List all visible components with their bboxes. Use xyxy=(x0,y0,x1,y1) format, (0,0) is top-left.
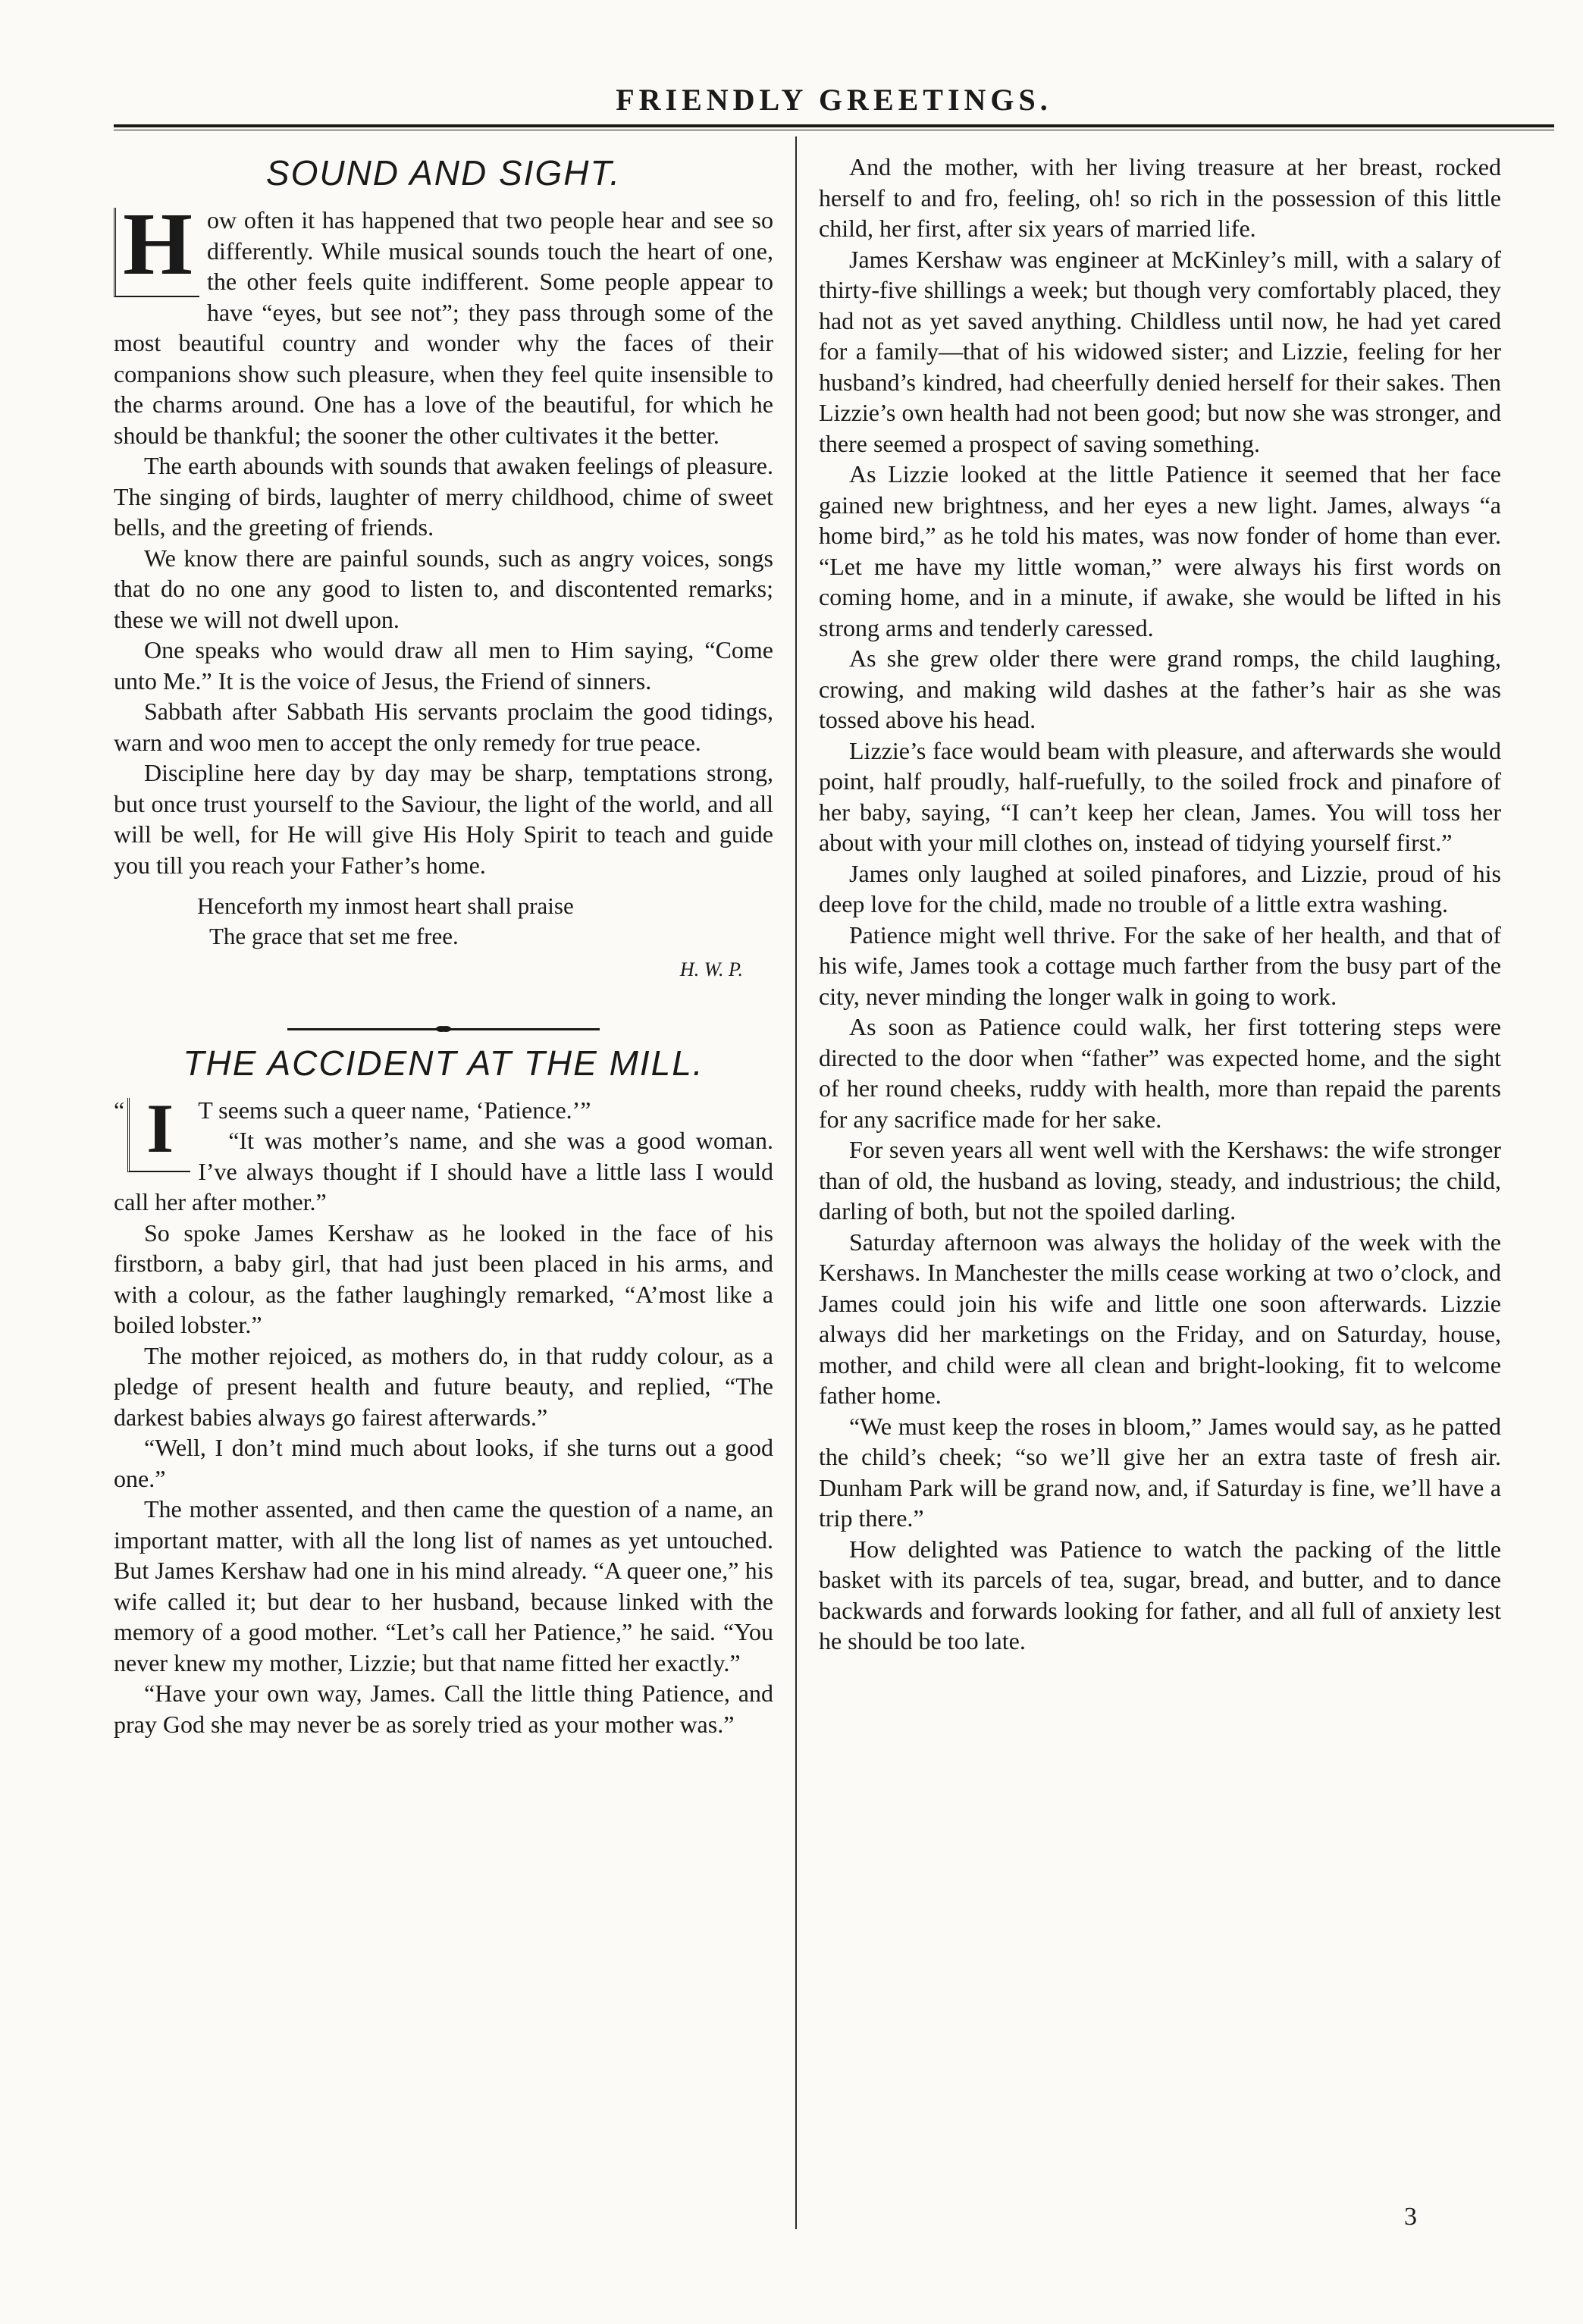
article-paragraph: The mother rejoiced, as mothers do, in that ruddy colour, as a pledge of present health and future beauty, and replied, “The darkest babies always go fairest afterwards.” xyxy=(114,1341,773,1431)
article-paragraph: The mother assented, and then came the question of a name, an important matter, with all the long list of names as yet untouched. But James Kershaw had one in his mind already. “A queer one,” his wife called it; but dear to her husband, because linked with the memory of a good mother. “Let’s call her Patience,” he said. “You never knew my mother, Lizzie; but that name fitted her exactly.” xyxy=(114,1495,773,1676)
article-paragraph: “Have your own way, James. Call the little thing Patience, and pray God she may never be as sorely tried as your mother was.” xyxy=(114,1679,773,1738)
article-paragraph: Patience might well thrive. For the sake of her health, and that of his wife, James took a cottage much farther from the busy part of the city, never minding the longer walk in going to work. xyxy=(819,921,1501,1010)
drop-cap: I xyxy=(127,1098,190,1172)
author-signature: H. W. P. xyxy=(679,958,743,980)
article-paragraph: How delighted was Patience to watch the packing of the little basket with its parcels of tea, sugar, bread, and butter, and to dance backwards and forwards looking for father, and all full of anxiety lest he should be too late. xyxy=(819,1535,1501,1654)
right-column xyxy=(819,152,1501,1657)
article-paragraph: As soon as Patience could walk, her first tottering steps were directed to the door when “father” was expected home, and the sight of her round cheeks, ruddy with health, more than repaid the parents for any sacrifice made for her sake. xyxy=(819,1013,1501,1133)
article-paragraph xyxy=(114,1089,773,1167)
paragraph-text: T seems such a queer name, ‘Patience.’” xyxy=(198,1096,591,1124)
article-paragraph: As she grew older there were grand romps, the child laughing, crowing, and making wild dashes at the father’s hair as she was tossed above his head. xyxy=(819,645,1501,733)
article-paragraph xyxy=(114,194,773,450)
article-paragraph: One speaks who would draw all men to Him saying, “Come unto Me.” It is the voice of Jesus, the Friend of sinners. xyxy=(114,636,773,695)
poem-line: The grace that set me free. xyxy=(209,923,459,949)
article-paragraph: Lizzie’s face would beam with pleasure, and afterwards she would point, half proudly, half-ruefully, to the soiled frock and pinafore of her baby, saying, “I can’t keep her clean, James. You will toss her about with your mill clothes on, instead of tidying yourself first.” xyxy=(819,736,1501,856)
article-paragraph: Sabbath after Sabbath His servants proclaim the good tidings, warn and woo men to accept the only remedy for true peace. xyxy=(114,698,773,756)
poem-line: Henceforth my inmost heart shall praise xyxy=(197,892,574,919)
article-sound-and-sight xyxy=(114,152,773,986)
article-title: SOUND AND SIGHT. xyxy=(265,153,622,193)
drop-cap: H xyxy=(114,208,199,297)
paragraph-text: ow often it has happened that two people hear and see so differently. While musical sounds touch the heart of one, the other feels quite indifferent. Some people appear to have “eyes, but see not”; they pass through some of the most beautiful country and wonder why the faces of their companions show such pleasure, when they feel quite insensible to the charms around. One has a love of the beautiful, for which he should be thankful; the sooner the other cultivates it the better. xyxy=(114,206,773,449)
poem-quote xyxy=(197,891,773,952)
article-paragraph: James only laughed at soiled pinafores, and Lizzie, proud of his deep love for the child, made no trouble of a little extra washing. xyxy=(819,859,1501,917)
article-paragraph: We know there are painful sounds, such as angry voices, songs that do no one any good to listen to, and discontented remarks; these we will not dwell upon. xyxy=(114,544,773,633)
column-divider xyxy=(795,136,797,2229)
article-paragraph: As Lizzie looked at the little Patience it seemed that her face gained new brightness, and her eyes a new light. James, always “a home bird,” as he told his mates, was now fonder of home than ever. “Let me have my little woman,” were always his first words on coming home, and in a minute, if awake, she would be lifted in his strong arms and tenderly caressed. xyxy=(819,460,1501,641)
header-title: FRIENDLY GREETINGS. xyxy=(616,83,1052,117)
section-ornament xyxy=(114,1011,773,1027)
article-paragraph: And the mother, with her living treasure at her breast, rocked herself to and fro, feeling, oh! so rich in the possession of this little child, her first, after six years of married life. xyxy=(819,153,1501,242)
page-number: 3 xyxy=(1404,2203,1417,2231)
article-paragraph: James Kershaw was engineer at McKinley’s mill, with a salary of thirty-five shillings a week; but though very comfortably placed, they had not as yet saved anything. Childless until now, he had yet cared for a family—that of his widowed sister; and Lizzie, feeling for her husband’s kindred, had cheerfully denied herself for their sakes. Then Lizzie’s own health had not been good; but now she was stronger, and there seemed a prospect of saving something. xyxy=(819,245,1501,457)
left-column xyxy=(114,152,773,1739)
article-paragraph: Discipline here day by day may be sharp, temptations strong, but once trust yourself to the Saviour, the light of the world, and all will be well, for He will give His Holy Spirit to teach and guide you till you reach your Father’s home. xyxy=(114,759,773,879)
article-title: THE ACCIDENT AT THE MILL. xyxy=(183,1043,704,1083)
article-paragraph: Saturday afternoon was always the holiday of the week with the Kershaws. In Manchester the mills cease working at two o’clock, and James could join his wife and little one soon afterwards. Lizzie always did her marketings on the Friday, and on Saturday, house, mother, and child were all clean and bright-looking, fit to welcome father home. xyxy=(819,1228,1501,1409)
article-paragraph: For seven years all went well with the Kershaws: the wife stronger than of old, the husband as loving, steady, and industrious; the child, darling of both, but not the spoiled darling. xyxy=(819,1136,1501,1225)
article-paragraph: “It was mother’s name, and she was a good woman. I’ve always thought if I should have a little lass I would call her after mother.” xyxy=(114,1127,773,1215)
article-paragraph: So spoke James Kershaw as he looked in the face of his firstborn, a baby girl, that had just been placed in his arms, and with a colour, as the father laughingly remarked, “A’most like a boiled lobster.” xyxy=(114,1218,773,1338)
article-accident-at-the-mill xyxy=(114,1042,773,1740)
opening-quote: “ xyxy=(114,1096,125,1124)
article-paragraph: The earth abounds with sounds that awaken feelings of pleasure. The singing of birds, laughter of merry childhood, chime of sweet bells, and the greeting of friends. xyxy=(114,452,773,541)
running-header xyxy=(114,82,1554,129)
article-paragraph: “Well, I don’t mind much about looks, if she turns out a good one.” xyxy=(114,1434,773,1492)
header-rule-thick xyxy=(114,124,1554,127)
article-paragraph: “We must keep the roses in bloom,” James would say, as he patted the child’s cheek; “so we’ll give her an extra taste of fresh air. Dunham Park will be grand now, and, if Saturday is fine, we’ll have a trip there.” xyxy=(819,1412,1501,1532)
